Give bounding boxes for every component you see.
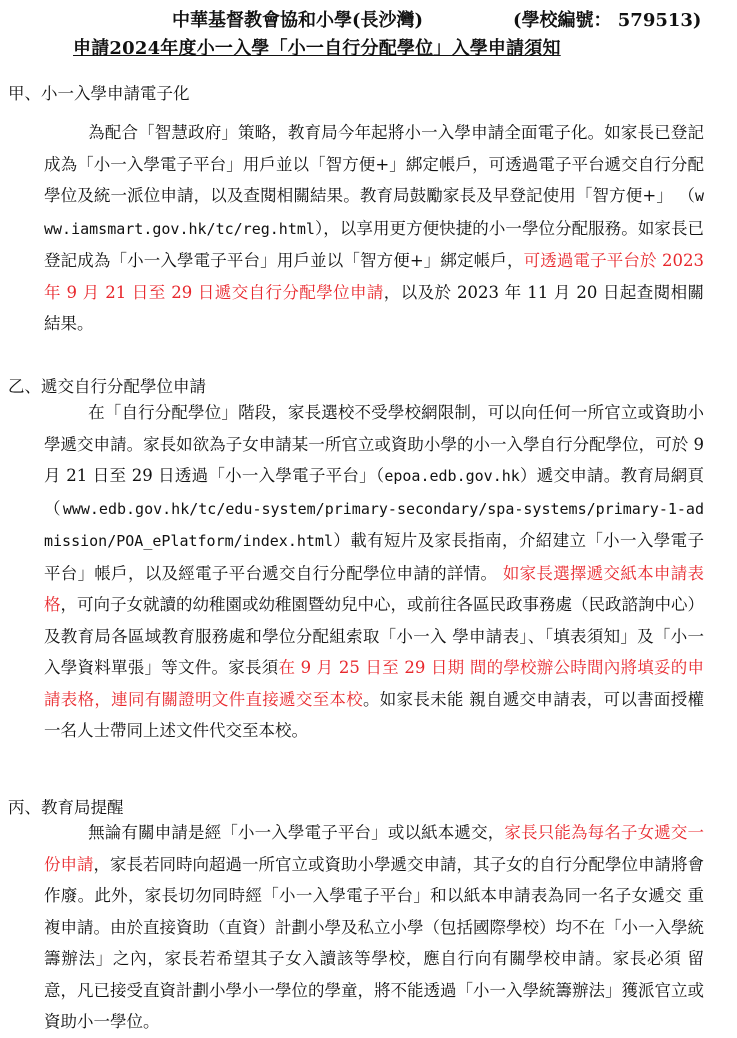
section-a-text-1: 為配合「智慧政府」策略，教育局今年起將小一入學申請全面電子化。如家長已登記 成為「小一入學電子平台」用戶並以「智方便+」綁定帳戶，可透過電子平台遞交自行分配 學位及統一派位申請，以及查閱相關結果。教育局鼓勵家長及早登記使用「智方便+」 （ bbox=[44, 123, 704, 205]
section-b-highlight-1: 如家長選擇遞交紙本申請表格 bbox=[44, 563, 705, 614]
section-a-paragraph bbox=[44, 117, 704, 340]
edb-url: www.edb.gov.hk/tc/edu-system/primary-secondary/spa-systems/primary-1-admission/POA_ePlatform/index.html bbox=[44, 499, 704, 550]
section-b-highlight-2: 在 9 月 25 日至 29 日期 間的學校辦公時間內將填妥的申請表格，連同有關證明文件直接遞交至本校 bbox=[44, 658, 705, 709]
section-a-heading: 甲、小一入學申請電子化 bbox=[8, 84, 190, 103]
school-name: 中華基督教會協和小學(長沙灣) bbox=[172, 10, 424, 31]
school-code: (學校編號： 579513) bbox=[513, 10, 702, 31]
section-c-text-1: 無論有關申請是經「小一入學電子平台」或以紙本遞交， bbox=[88, 823, 505, 842]
section-a-text-2: ），以享用更方便快捷的小一學位分配服務。如家長已登記成為「小一入學電子平台」用戶並以「智方便+」綁定帳戶， bbox=[44, 218, 704, 270]
section-b-text-2: ）遞交申請。教育局網頁 （ bbox=[44, 466, 704, 518]
iamsmart-url: www.iamsmart.gov.hk/tc/reg.html bbox=[44, 187, 704, 238]
section-c-heading: 丙、教育局提醒 bbox=[8, 798, 124, 817]
section-a-text-3: ，以及於 2023 年 11 月 20 日起查閱相關結果。 bbox=[44, 282, 704, 333]
section-b-text-1: 在「自行分配學位」階段，家長選校不受學校網限制，可以向任何一所官立或資助小學遞交申請。家長如欲為子女申請某一所官立或資助小學的小一入學自行分配學位，可於 9月 21 日至 29 日透過「小一入學電子平台」（ bbox=[44, 403, 704, 485]
section-c-text-2: ，家長若同時向超過一所官立或資助小學遞交申請，其子女的自行分配學位申請將會作廢。此外，家長切勿同時經「小一入學電子平台」和以紙本申請表為同一名子女遞交 重複申請。由於直接資助（直資）計劃小學及私立小學（包括國際學校）均不在「小一入學統籌辦法」之內，家長若希望其子女入讀該等學校，應自行向有關學校申請。家長必須 留意，凡已接受直資計劃小學小一學位的學童，將不能透過「小一入學統籌辦法」獲派官立或資助小一學位。 bbox=[44, 854, 704, 1031]
section-b-paragraph bbox=[44, 397, 704, 747]
section-c-paragraph bbox=[44, 817, 704, 1038]
section-b-text-5: 。如家長未能 親自遞交申請表，可以書面授權一名人士帶同上述文件代交至本校。 bbox=[44, 689, 704, 740]
section-a-highlight: 可透過電子平台於 2023 年 9 月 21 日至 29 日遞交自行分配學位申請 bbox=[44, 251, 704, 302]
section-c-highlight: 家長只能為每名子女遞交一份申請 bbox=[44, 823, 705, 874]
section-b-text-3: ）載有短片及家長指南，介紹建立「小一入學電子平台」帳戶，以及經電子平台遞交自行分配學位申請的詳情。 bbox=[44, 531, 704, 583]
section-b-heading: 乙、遞交自行分配學位申請 bbox=[8, 377, 206, 396]
page-title: 申請2024年度小一入學「小一自行分配學位」入學申請須知 bbox=[73, 38, 561, 59]
epoa-url: epoa.edb.gov.hk bbox=[384, 467, 520, 485]
section-b-text-4: ，可向子女就讀的幼稚園或幼稚園暨幼兒中心，或前往各區民政事務處（民政諮詢中心）及教育局各區域教育服務處和學位分配組索取「小一入 學申請表」、「填表須知」及「小一入學資料單張」等文件。家長須 bbox=[44, 595, 704, 677]
